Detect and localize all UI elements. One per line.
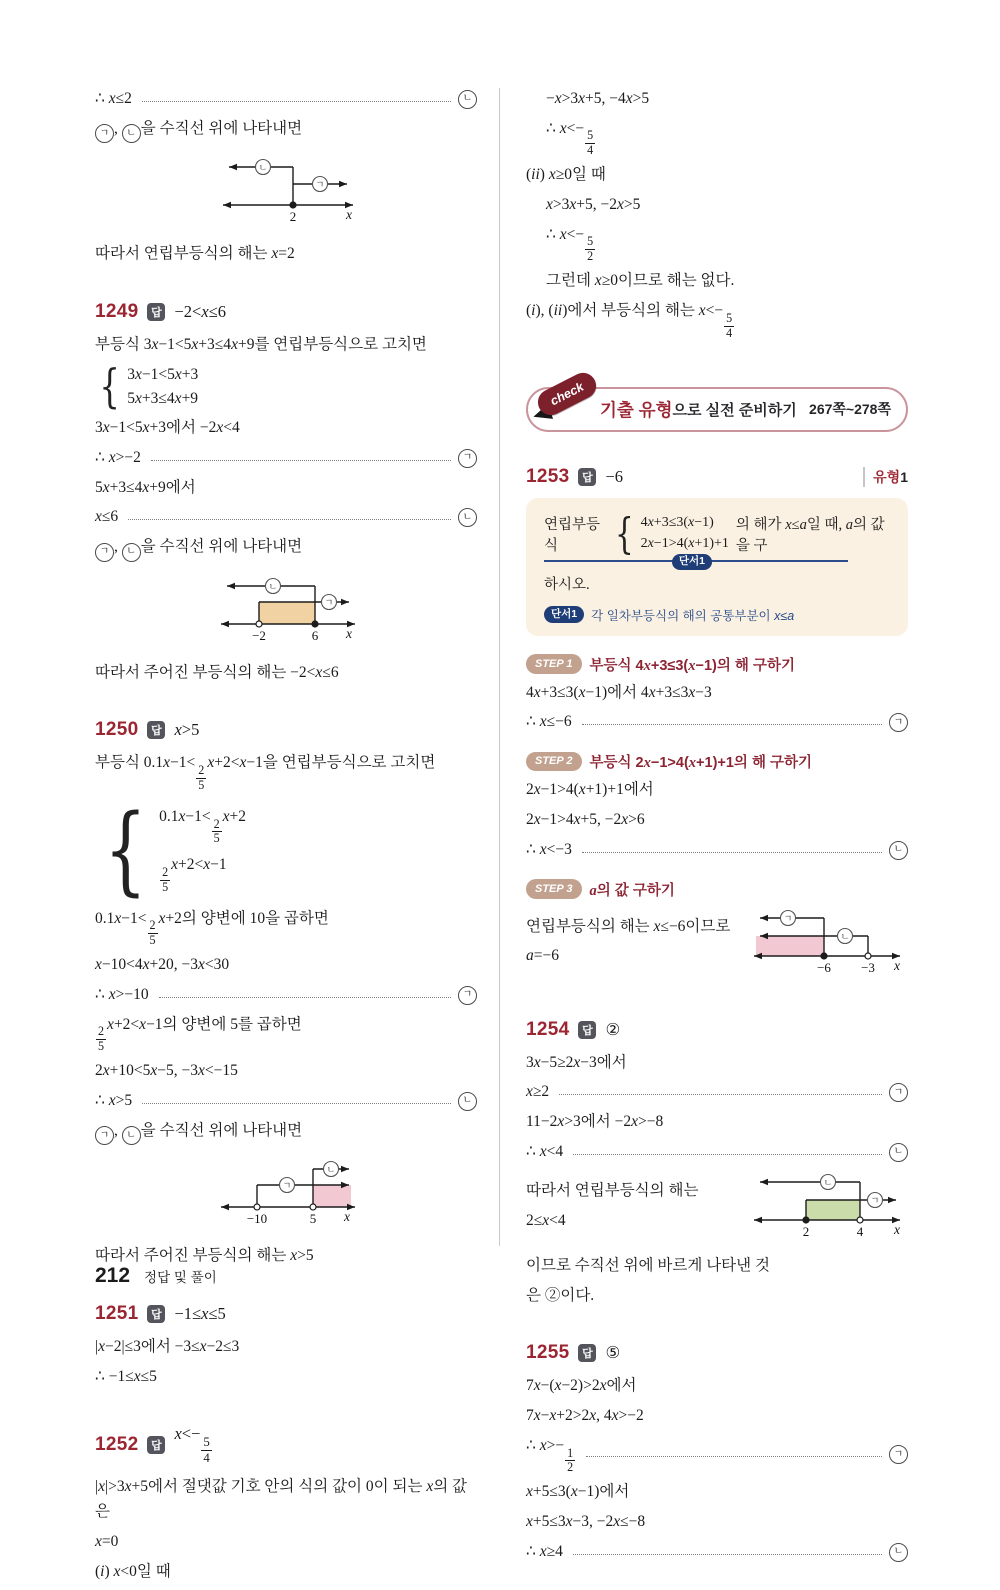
text-beside-diagram	[526, 906, 748, 975]
math-line: −x>3x+5, −4x>5	[546, 90, 650, 107]
problem-header	[95, 719, 477, 741]
fraction	[160, 866, 170, 895]
svg-text:−10: −10	[246, 1211, 268, 1227]
math-line: ∴ x<− $\frac{5}{2}$	[546, 225, 594, 264]
svg-text:ㄴ: ㄴ	[326, 1164, 336, 1175]
math-line: 은 ②이다.	[526, 1286, 595, 1304]
math-line: $\frac{2}{5}$ x+2<x−1의 양변에 5를 곱하면	[98, 1015, 302, 1054]
text-with-diagram	[526, 1170, 908, 1249]
fraction-denominator: 5	[149, 933, 156, 948]
numberline-diagram	[213, 572, 477, 653]
fraction	[196, 764, 206, 793]
type-tag	[863, 467, 908, 487]
conclusion-math: ∴ x≤2	[95, 90, 132, 107]
fraction-numerator: 5	[203, 1434, 210, 1449]
conclusion-math: x≤6	[95, 508, 119, 526]
svg-text:−3: −3	[861, 959, 875, 975]
problem-number: 1251	[95, 1303, 139, 1325]
question-lead: 연립부등식	[544, 516, 601, 554]
svg-text:2: 2	[802, 1223, 810, 1239]
fraction	[96, 1025, 106, 1054]
circled-label: ㄱ	[95, 543, 114, 562]
step-heading	[526, 654, 908, 675]
circled-label: ㄱ	[889, 713, 908, 732]
svg-text:ㄱ: ㄱ	[324, 597, 334, 608]
svg-text:x: x	[894, 957, 900, 973]
fraction-denominator: 2	[587, 249, 594, 264]
numberline-svg	[748, 1168, 908, 1244]
fraction-numerator: 5	[587, 234, 594, 249]
svg-text:x: x	[346, 207, 352, 223]
banner-title-rest: 으로 실전 준비하기	[672, 401, 797, 419]
answer-text: ②	[605, 1019, 621, 1039]
answer-badge: 답	[578, 1344, 596, 1362]
system-line: 4x+3≤3(x−1)	[640, 515, 714, 531]
system-line: 5x+3≤4x+9	[127, 389, 199, 407]
fraction	[201, 1435, 211, 1466]
math-line: 연립부등식의 해는 x≤−6이므로	[526, 917, 731, 935]
fraction-denominator: 2	[567, 1460, 574, 1475]
page-number: 212	[95, 1264, 131, 1287]
fraction	[212, 818, 222, 847]
circled-label: ㄱ	[95, 1126, 114, 1145]
svg-text:x: x	[346, 625, 352, 641]
fraction-denominator: 4	[726, 325, 733, 340]
answer-badge: 답	[578, 468, 596, 486]
svg-text:ㄱ: ㄱ	[282, 1180, 292, 1191]
problem-number: 1250	[95, 719, 139, 741]
math-line: 0.1x−1< $\frac{2}{5}$ x+2의 양변에 10을 곱하면	[95, 909, 329, 948]
check-ribbon-icon: check	[533, 368, 600, 419]
problem-header	[526, 1342, 908, 1364]
problem-header	[526, 1019, 908, 1041]
step-title: 부등식 2x−1>4(x+1)+1의 해 구하기	[589, 755, 813, 772]
math-line: |x−2|≤3에서 −3≤x−2≤3	[95, 1338, 240, 1356]
svg-text:x: x	[344, 1209, 350, 1225]
conclusion-line	[95, 446, 477, 471]
math-line: x+5≤3(x−1)에서	[526, 1483, 630, 1501]
system-lines	[641, 513, 729, 554]
numberline-svg	[213, 572, 363, 648]
math-line: 11−2x>3에서 −2x>−8	[526, 1113, 664, 1131]
conclusion-math: ∴ x>−10	[95, 986, 149, 1004]
problem-number: 1252	[95, 1433, 139, 1455]
numberline-diagram	[748, 904, 908, 985]
math-line: 따라서 주어진 부등식의 해는 x>5	[95, 1247, 314, 1265]
question-after: 의 해가 x≤a일 때, a의 값을 구	[735, 516, 885, 554]
system-line: 2x−1>4(x+1)+1	[640, 535, 729, 551]
fraction-numerator: 1	[567, 1445, 574, 1460]
banner-page-range: 267쪽~278쪽	[809, 401, 891, 418]
math-line: 부등식 0.1x−1< $\frac{2}{5}$ x+2<x−1을 연립부등식으로 고치면	[95, 754, 436, 792]
circled-label: ㄱ	[458, 449, 477, 468]
dotted-leader	[573, 1554, 882, 1555]
answer-badge: 답	[578, 1021, 596, 1039]
system-brace-icon: {	[614, 508, 634, 558]
answer-badge: 답	[147, 1305, 165, 1323]
math-line: 2≤x<4	[526, 1211, 566, 1229]
math-line: x−10<4x+20, −3x<30	[95, 956, 230, 974]
conclusion-math: ∴ x≥4	[526, 1542, 563, 1560]
svg-text:6: 6	[311, 627, 319, 643]
math-line: 2x−1>4x+5, −2x>6	[526, 810, 645, 828]
text-beside-diagram	[526, 1170, 748, 1239]
svg-text:x: x	[894, 1221, 900, 1237]
exam-prep-banner	[526, 379, 908, 432]
fraction-denominator: 5	[213, 831, 220, 846]
numberline-svg	[213, 1155, 363, 1231]
clue-badge: 단서1	[672, 554, 712, 571]
step-badge: STEP 1	[526, 654, 582, 673]
circled-label: ㄱ	[889, 1083, 908, 1102]
conclusion-math: ∴ x<−3	[526, 840, 572, 858]
conclusion-line	[526, 1080, 908, 1105]
inequality-system	[95, 359, 477, 414]
fraction-numerator: 2	[162, 864, 169, 879]
answer-badge: 답	[147, 721, 165, 739]
answer-text: −6	[605, 466, 624, 486]
circled-label: ㄴ	[889, 1143, 908, 1162]
math-line: ∴ −1≤x≤5	[95, 1367, 157, 1385]
step-badge: STEP 3	[526, 879, 582, 898]
conclusion-line	[95, 983, 477, 1008]
svg-text:ㄴ: ㄴ	[268, 581, 278, 592]
math-line: |x|>3x+5에서 절댓값 기호 안의 식의 값이 0이 되는 x의 값은	[95, 1478, 468, 1521]
math-line: 따라서 연립부등식의 해는 x=2	[95, 245, 295, 263]
system-brace-icon: {	[104, 793, 147, 906]
math-line: ㄱ , ㄴ 을 수직선 위에 나타내면	[95, 535, 477, 562]
footer-label: 정답 및 풀이	[144, 1270, 217, 1285]
problem-number: 1253	[526, 465, 570, 487]
fraction-numerator: 2	[98, 1024, 105, 1039]
circled-label: ㄴ	[122, 124, 141, 143]
math-line: x>3x+5, −2x>5	[546, 196, 641, 214]
fraction-denominator: 4	[587, 143, 594, 158]
banner-title-emphasis: 기출 유형	[600, 399, 673, 420]
text-with-diagram	[526, 906, 908, 985]
inequality-system	[611, 508, 729, 558]
numberline-diagram	[213, 153, 477, 234]
conclusion-line	[526, 1434, 908, 1475]
math-line: x=0	[95, 1533, 119, 1551]
conclusion-line	[526, 838, 908, 863]
answer-badge: 답	[147, 303, 165, 321]
system-line: 0.1x−1< $\frac{2}{5}$ x+2	[159, 807, 247, 846]
dotted-leader	[582, 852, 882, 853]
right-solutions-column	[526, 82, 908, 1570]
math-line: 2x−1>4(x+1)+1에서	[526, 781, 654, 799]
fraction	[148, 919, 158, 948]
svg-text:ㄴ: ㄴ	[258, 162, 268, 173]
fraction-denominator: 5	[162, 879, 169, 894]
math-line: 5x+3≤4x+9에서	[95, 478, 196, 496]
system-lines	[159, 798, 246, 902]
circled-label: ㄱ	[889, 1445, 908, 1464]
problem-number: 1254	[526, 1018, 570, 1040]
dotted-leader	[151, 460, 451, 461]
inequality-system	[95, 793, 477, 906]
conclusion-math: x≥2	[526, 1083, 550, 1101]
left-solutions-column	[95, 82, 477, 1590]
system-line: $\frac{2}{5}$ x+2<x−1	[162, 856, 227, 894]
problem-header	[95, 301, 477, 323]
math-line: 부등식 3x−1<5x+3≤4x+9를 연립부등식으로 고치면	[95, 336, 427, 354]
fraction	[724, 312, 734, 341]
fraction	[565, 1447, 575, 1476]
math-line: 4x+3≤3(x−1)에서 4x+3≤3x−3	[526, 683, 712, 701]
step-title: 부등식 4x+3≤3(x−1)의 해 구하기	[589, 657, 795, 674]
question-box	[526, 498, 908, 636]
conclusion-line	[526, 710, 908, 735]
numberline-diagram	[213, 1155, 477, 1236]
fraction-denominator: 5	[98, 1039, 105, 1054]
system-lines	[127, 363, 198, 411]
answer-text: x<− $\frac{5}{4}$	[174, 1423, 210, 1465]
fraction	[585, 129, 595, 158]
dotted-leader	[559, 1094, 882, 1095]
answer-badge: 답	[147, 1436, 165, 1454]
circled-label: ㄱ	[458, 986, 477, 1005]
circled-label: ㄴ	[122, 543, 141, 562]
question-row	[544, 508, 890, 558]
svg-text:4: 4	[856, 1223, 864, 1239]
math-line: 3x−5≥2x−3에서	[526, 1053, 627, 1071]
type-tag-number: 1	[900, 468, 908, 485]
dotted-leader	[573, 1154, 882, 1155]
math-line: (i) x<0일 때	[95, 1562, 171, 1580]
fraction-numerator: 2	[149, 918, 156, 933]
problem-number: 1255	[526, 1342, 570, 1364]
numberline-svg	[213, 153, 363, 229]
math-line: (i), (ii)에서 부등식의 해는 x<− $\frac{5}{4}$	[526, 302, 733, 340]
circled-label: ㄴ	[889, 1543, 908, 1562]
type-tag-emphasis: 유형	[873, 468, 901, 485]
numberline-diagram	[748, 1168, 908, 1249]
dotted-leader	[142, 1103, 451, 1104]
answer-text: x>5	[174, 720, 200, 740]
svg-text:ㄱ: ㄱ	[783, 912, 793, 923]
problem-header	[95, 1303, 477, 1325]
conclusion-math: ∴ x>−2	[95, 448, 141, 466]
math-line: ㄱ , ㄴ 을 수직선 위에 나타내면	[95, 1119, 477, 1146]
dotted-leader	[586, 1456, 882, 1457]
numberline-svg	[748, 904, 908, 980]
step-title: a의 값 구하기	[589, 882, 675, 899]
circled-label: ㄴ	[458, 90, 477, 109]
fraction-denominator: 5	[198, 777, 205, 792]
system-line: 3x−1<5x+3	[127, 365, 199, 383]
fraction	[585, 235, 595, 264]
conclusion-line	[95, 1089, 477, 1114]
svg-text:ㄱ: ㄱ	[315, 179, 325, 190]
problem-header	[95, 1424, 477, 1466]
math-line: 이므로 수직선 위에 바르게 나타낸 것	[526, 1256, 770, 1274]
svg-text:2: 2	[289, 209, 297, 225]
svg-text:5: 5	[309, 1211, 317, 1227]
conclusion-math: ∴ x≤−6	[526, 713, 572, 731]
dotted-leader	[142, 101, 451, 102]
conclusion-math: ∴ x>5	[95, 1092, 133, 1110]
conclusion-math: ∴ x>− $\frac{1}{2}$	[526, 1436, 574, 1475]
conclusion-line	[526, 1140, 908, 1165]
conclusion-line	[95, 87, 477, 112]
math-line: x+5≤3x−3, −2x≤−8	[526, 1513, 646, 1531]
math-line: ∴ x<− $\frac{5}{4}$	[546, 119, 594, 158]
math-line: 그런데 x≥0이므로 해는 없다.	[546, 272, 735, 290]
circled-label: ㄴ	[889, 841, 908, 860]
math-line: ㄱ , ㄴ 을 수직선 위에 나타내면	[95, 117, 477, 144]
svg-text:ㄴ: ㄴ	[823, 1177, 833, 1188]
math-line: (ii) x≥0일 때	[526, 166, 606, 184]
conclusion-math: ∴ x<4	[526, 1142, 564, 1160]
conclusion-line	[526, 1540, 908, 1565]
answer-text: −1≤x≤5	[174, 1304, 226, 1324]
conclusion-line	[95, 505, 477, 530]
system-brace-icon: {	[99, 359, 120, 414]
dotted-leader	[159, 997, 451, 998]
column-divider	[499, 88, 500, 1246]
clue-underline	[544, 555, 848, 568]
clue-text: 각 일차부등식의 해의 공통부분이 x≤a	[591, 608, 795, 623]
fraction-numerator: 2	[198, 763, 205, 778]
fraction-numerator: 5	[726, 310, 733, 325]
math-line: a=−6	[526, 947, 559, 965]
clue-note	[544, 606, 890, 624]
answer-text: ⑤	[605, 1343, 621, 1363]
clue-badge: 단서1	[544, 606, 584, 623]
math-line: 따라서 주어진 부등식의 해는 −2<x≤6	[95, 663, 339, 681]
fraction-denominator: 4	[203, 1450, 210, 1465]
svg-text:−6: −6	[817, 959, 831, 975]
math-line: 7x−(x−2)>2x에서	[526, 1377, 637, 1395]
answer-text: −2<x≤6	[174, 302, 226, 322]
question-continued: 하시오.	[544, 576, 590, 593]
circled-label: ㄱ	[95, 124, 114, 143]
svg-text:ㄱ: ㄱ	[870, 1195, 880, 1206]
svg-text:−2: −2	[252, 627, 266, 643]
problem-header	[526, 466, 908, 488]
step-badge: STEP 2	[526, 752, 582, 771]
dotted-leader	[128, 519, 451, 520]
svg-text:ㄴ: ㄴ	[840, 930, 850, 941]
circled-label: ㄴ	[458, 508, 477, 527]
step-heading	[526, 751, 908, 772]
circled-label: ㄴ	[458, 1092, 477, 1111]
step-heading	[526, 879, 908, 900]
problem-number: 1249	[95, 301, 139, 323]
page-footer	[95, 1264, 217, 1288]
math-line: 따라서 연립부등식의 해는	[526, 1181, 699, 1199]
fraction-numerator: 5	[587, 128, 594, 143]
dotted-leader	[582, 724, 882, 725]
math-line: 7x−x+2>2x, 4x>−2	[526, 1407, 644, 1425]
fraction-numerator: 2	[213, 816, 220, 831]
math-line: 2x+10<5x−5, −3x<−15	[95, 1062, 238, 1080]
circled-label: ㄴ	[122, 1126, 141, 1145]
math-line: 3x−1<5x+3에서 −2x<4	[95, 418, 240, 436]
